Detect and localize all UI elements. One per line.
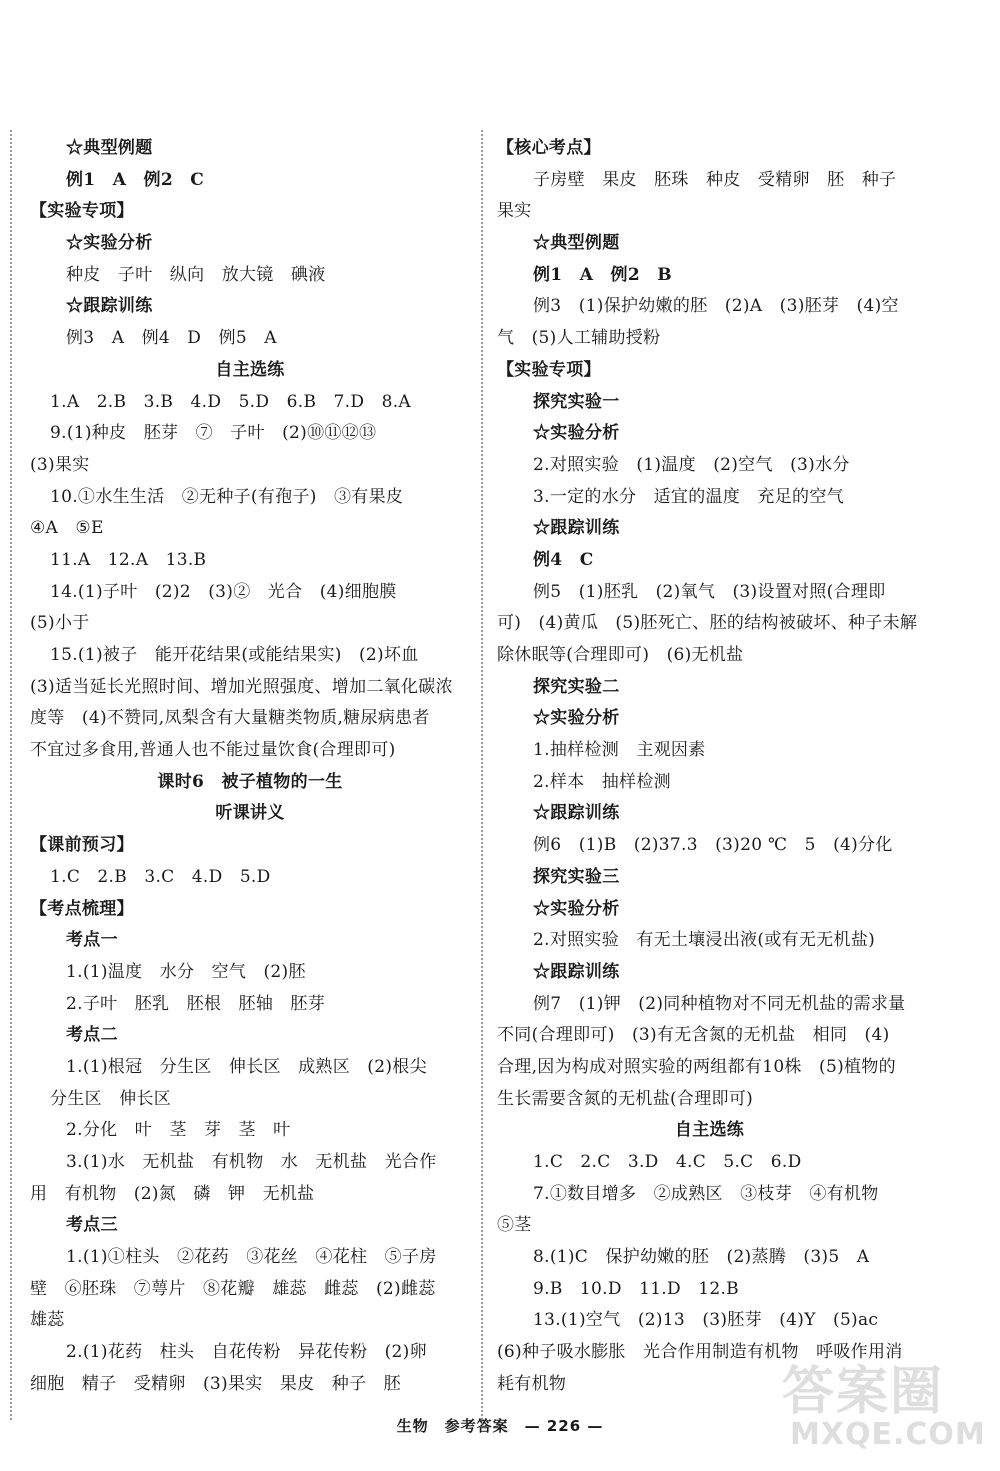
answer-line: ④A ⑤E <box>30 518 104 539</box>
answer-line: ☆跟踪训练 <box>533 518 620 539</box>
answer-line: ⑤茎 <box>497 1215 532 1236</box>
answer-line: ☆典型例题 <box>66 138 153 158</box>
answer-line: 8.(1)C 保护幼嫩的胚 (2)蒸腾 (3)5 A <box>533 1247 870 1268</box>
answer-line: 9.(1)种皮 胚芽 ⑦ 子叶 (2)⑩⑪⑫⑬ <box>50 423 377 444</box>
answer-line: 11.A 12.A 13.B <box>50 549 207 570</box>
answer-line: 不同(合理即可) (3)有无含氮的无机盐 相同 (4) <box>497 1025 890 1046</box>
answer-line: 1.C 2.B 3.C 4.D 5.D <box>50 866 271 887</box>
answer-line: 探究实验二 <box>533 676 620 697</box>
answer-line: 气 (5)人工辅助授粉 <box>497 328 661 349</box>
answer-line: 14.(1)子叶 (2)2 (3)② 光合 (4)细胞膜 <box>50 581 397 602</box>
answer-line: ☆实验分析 <box>533 708 620 729</box>
answer-line: ☆跟踪训练 <box>66 296 153 317</box>
answer-line: 9.B 10.D 11.D 12.B <box>533 1278 739 1299</box>
answer-line: (6)种子吸水膨胀 光合作用制造有机物 呼吸作用消 <box>497 1342 903 1363</box>
answer-line: 1.(1)根冠 分生区 伸长区 成熟区 (2)根尖 <box>66 1056 427 1077</box>
answer-line: 例4 C <box>533 549 594 570</box>
answer-line: 1.(1)①柱头 ②花药 ③花丝 ④花柱 ⑤子房 <box>66 1247 437 1268</box>
answer-line: 果实 <box>497 201 532 222</box>
answer-line: 探究实验三 <box>533 866 620 887</box>
answer-line: 课时6 被子植物的一生 <box>157 771 343 792</box>
answer-line: ☆跟踪训练 <box>533 961 620 982</box>
answer-line: 分生区 伸长区 <box>50 1088 172 1109</box>
answer-line: 例1 A 例2 C <box>66 169 205 190</box>
answer-line: 生长需要含氮的无机盐(合理即可) <box>497 1088 754 1109</box>
answer-line: 2.样本 抽样检测 <box>533 771 671 792</box>
answer-line: 3.一定的水分 适宜的温度 充足的空气 <box>533 486 844 507</box>
answer-line: (3)果实 <box>30 454 90 475</box>
answer-line: 例3 (1)保护幼嫩的胚 (2)A (3)胚芽 (4)空 <box>533 296 899 317</box>
right-column <box>497 133 922 1401</box>
answer-line: 种皮 子叶 纵向 放大镜 碘液 <box>66 264 326 285</box>
column-divider <box>481 130 483 1420</box>
answer-line: 例6 (1)B (2)37.3 (3)20 ℃ 5 (4)分化 <box>533 835 893 856</box>
answer-line: 【课前预习】 <box>30 835 134 856</box>
answer-line: 1.C 2.C 3.D 4.C 5.C 6.D <box>533 1152 802 1172</box>
answer-line: 【考点梳理】 <box>30 898 134 919</box>
answer-line: 例1 A 例2 B <box>533 264 672 285</box>
answer-line: ☆典型例题 <box>533 233 620 254</box>
answer-line: 【实验专项】 <box>497 359 601 380</box>
answer-line: 度等 (4)不赞同,凤梨含有大量糖类物质,糖尿病患者 <box>30 708 430 729</box>
answer-line: 合理,因为构成对照实验的两组都有10株 (5)植物的 <box>497 1056 896 1077</box>
left-column <box>30 133 470 1401</box>
answer-line: 自主选练 <box>215 359 285 380</box>
answer-line: 1.(1)温度 水分 空气 (2)胚 <box>66 961 306 982</box>
answer-line: 探究实验一 <box>533 391 620 412</box>
answer-line: 例5 (1)胚乳 (2)氧气 (3)设置对照(合理即 <box>533 581 886 602</box>
answer-line: ☆实验分析 <box>66 233 153 254</box>
answer-line: ☆实验分析 <box>533 423 620 444</box>
answer-line: 1.A 2.B 3.B 4.D 5.D 6.B 7.D 8.A <box>50 391 411 412</box>
answer-line: 7.①数目增多 ②成熟区 ③枝芽 ④有机物 <box>533 1183 879 1204</box>
answer-line: 1.抽样检测 主观因素 <box>533 740 706 761</box>
answer-line: 【实验专项】 <box>30 201 134 222</box>
answer-line: 2.分化 叶 茎 芽 茎 叶 <box>66 1120 291 1141</box>
answer-line: 考点一 <box>66 930 118 951</box>
answer-line: 壁 ⑥胚珠 ⑦萼片 ⑧花瓣 雄蕊 雌蕊 (2)雌蕊 <box>30 1278 436 1299</box>
answer-line: 2.子叶 胚乳 胚根 胚轴 胚芽 <box>66 993 326 1014</box>
answer-line: 可) (4)黄瓜 (5)胚死亡、胚的结构被破坏、种子未解 <box>497 613 918 634</box>
answer-line: (5)小于 <box>30 613 90 634</box>
answer-line: 【核心考点】 <box>497 138 601 158</box>
answer-line: 2.对照实验 (1)温度 (2)空气 (3)水分 <box>533 454 850 475</box>
answer-line: (3)适当延长光照时间、增加光照强度、增加二氧化碳浓 <box>30 676 453 697</box>
answer-line: 听课讲义 <box>215 803 285 824</box>
answer-line: 15.(1)被子 能开花结果(或能结果实) (2)坏血 <box>50 645 419 665</box>
answer-line: 耗有机物 <box>497 1373 567 1394</box>
answer-line: 13.(1)空气 (2)13 (3)胚芽 (4)Y (5)ac <box>533 1310 879 1331</box>
answer-line: 例3 A 例4 D 例5 A <box>66 328 277 349</box>
watermark-top-text: 答案圈 <box>782 1362 945 1422</box>
answer-line: 自主选练 <box>674 1120 745 1141</box>
answer-line: 子房壁 果皮 胚珠 种皮 受精卵 胚 种子 <box>533 169 897 190</box>
answer-line: 10.①水生生活 ②无种子(有孢子) ③有果皮 <box>50 486 404 507</box>
page-footer: 生物 参考答案 — 226 — <box>396 1417 604 1435</box>
answer-line: 用 有机物 (2)氮 磷 钾 无机盐 <box>30 1183 315 1204</box>
answer-line: 雄蕊 <box>30 1310 65 1331</box>
answer-line: 2.对照实验 有无土壤浸出液(或有无无机盐) <box>533 930 876 951</box>
answer-line: 不宜过多食用,普通人也不能过量饮食(合理即可) <box>30 740 396 761</box>
answer-line: 除休眠等(合理即可) (6)无机盐 <box>497 645 744 665</box>
binding-dotted-line <box>10 130 12 1420</box>
answer-line: 细胞 精子 受精卵 (3)果实 果皮 种子 胚 <box>30 1373 401 1394</box>
answer-line: ☆实验分析 <box>533 898 620 919</box>
answer-line: 考点二 <box>66 1025 118 1046</box>
answer-line: ☆跟踪训练 <box>533 803 620 824</box>
watermark-logo <box>782 1349 986 1461</box>
answer-line: 3.(1)水 无机盐 有机物 水 无机盐 光合作 <box>66 1152 437 1172</box>
answer-line: 例7 (1)钾 (2)同种植物对不同无机盐的需求量 <box>533 993 906 1014</box>
watermark-bottom-text: MXQE.COM <box>790 1417 986 1452</box>
answer-line: 考点三 <box>66 1215 118 1236</box>
answer-line: 2.(1)花药 柱头 自花传粉 异花传粉 (2)卵 <box>66 1342 427 1363</box>
